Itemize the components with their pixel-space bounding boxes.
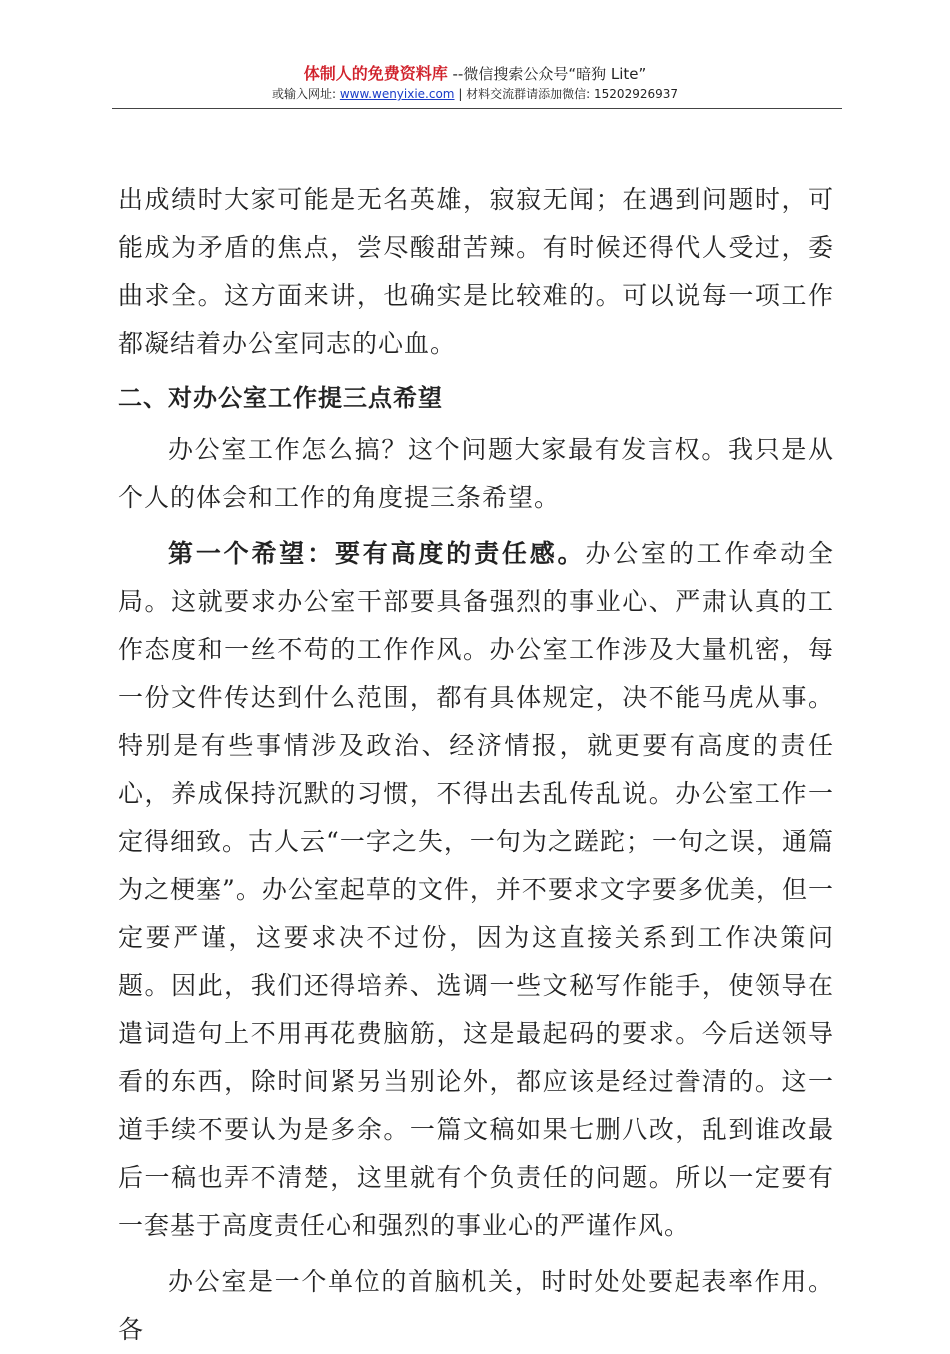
header-promo-line — [0, 64, 950, 84]
document-body — [118, 176, 834, 1354]
header-brand: 体制人的免费资料库 — [303, 64, 448, 83]
page-header — [0, 64, 950, 103]
header-url-prefix: 或输入网址: — [271, 87, 340, 101]
paragraph-first-hope — [118, 530, 834, 1250]
section-heading-2: 二、对办公室工作提三点希望 — [118, 384, 443, 412]
header-slogan: --微信搜索公众号“暗狗 Lite” — [447, 65, 647, 83]
header-divider — [112, 108, 842, 109]
header-contact-line — [0, 85, 950, 103]
first-hope-text: 办公室的工作牵动全局。这就要求办公室干部要具备强烈的事业心、严肃认真的工作态度和一丝不苟的工作作风。办公室工作涉及大量机密，每一份文件传达到什么范围，都有具体规定，决不能马虎从事。特别是有些事情涉及政治、经济情报，就更要有高度的责任心，养成保持沉默的习惯，不得出去乱传乱说。办公室工作一定得细致。古人云“一字之失，一句为之蹉跎；一句之误，通篇为之梗塞”。办公室起草的文件，并不要求文字要多优美，但一定要严谨，这要求决不过份，因为这直接关系到工作决策问题。因此，我们还得培养、选调一些文秘写作能手，使领导在遣词造句上不用再花费脑筋，这是最起码的要求。今后送领导看的东西，除时间紧另当别论外，都应该是经过誊清的。这一道手续不要认为是多余。一篇文稿如果七删八改，乱到谁改最后一稿也弄不清楚，这里就有个负责任的问题。所以一定要有一套基于高度责任心和强烈的事业心的严谨作风。 — [118, 539, 834, 1240]
paragraph-intro-hopes: 办公室工作怎么搞？这个问题大家最有发言权。我只是从个人的体会和工作的角度提三条希望。 — [118, 435, 834, 512]
header-website-link[interactable]: www.wenyixie.com — [339, 87, 455, 101]
paragraph-office-role: 办公室是一个单位的首脑机关，时时处处要起表率作用。各 — [118, 1267, 834, 1344]
first-hope-lead: 第一个希望：要有高度的责任感。 — [168, 539, 586, 568]
header-wechat-info: | 材料交流群请添加微信: 15202926937 — [454, 87, 679, 101]
paragraph-continuation: 出成绩时大家可能是无名英雄，寂寂无闻；在遇到问题时，可能成为矛盾的焦点，尝尽酸甜苦辣。有时候还得代人受过，委曲求全。这方面来讲，也确实是比较难的。可以说每一项工作都凝结着办公室同志的心血。 — [118, 185, 834, 358]
